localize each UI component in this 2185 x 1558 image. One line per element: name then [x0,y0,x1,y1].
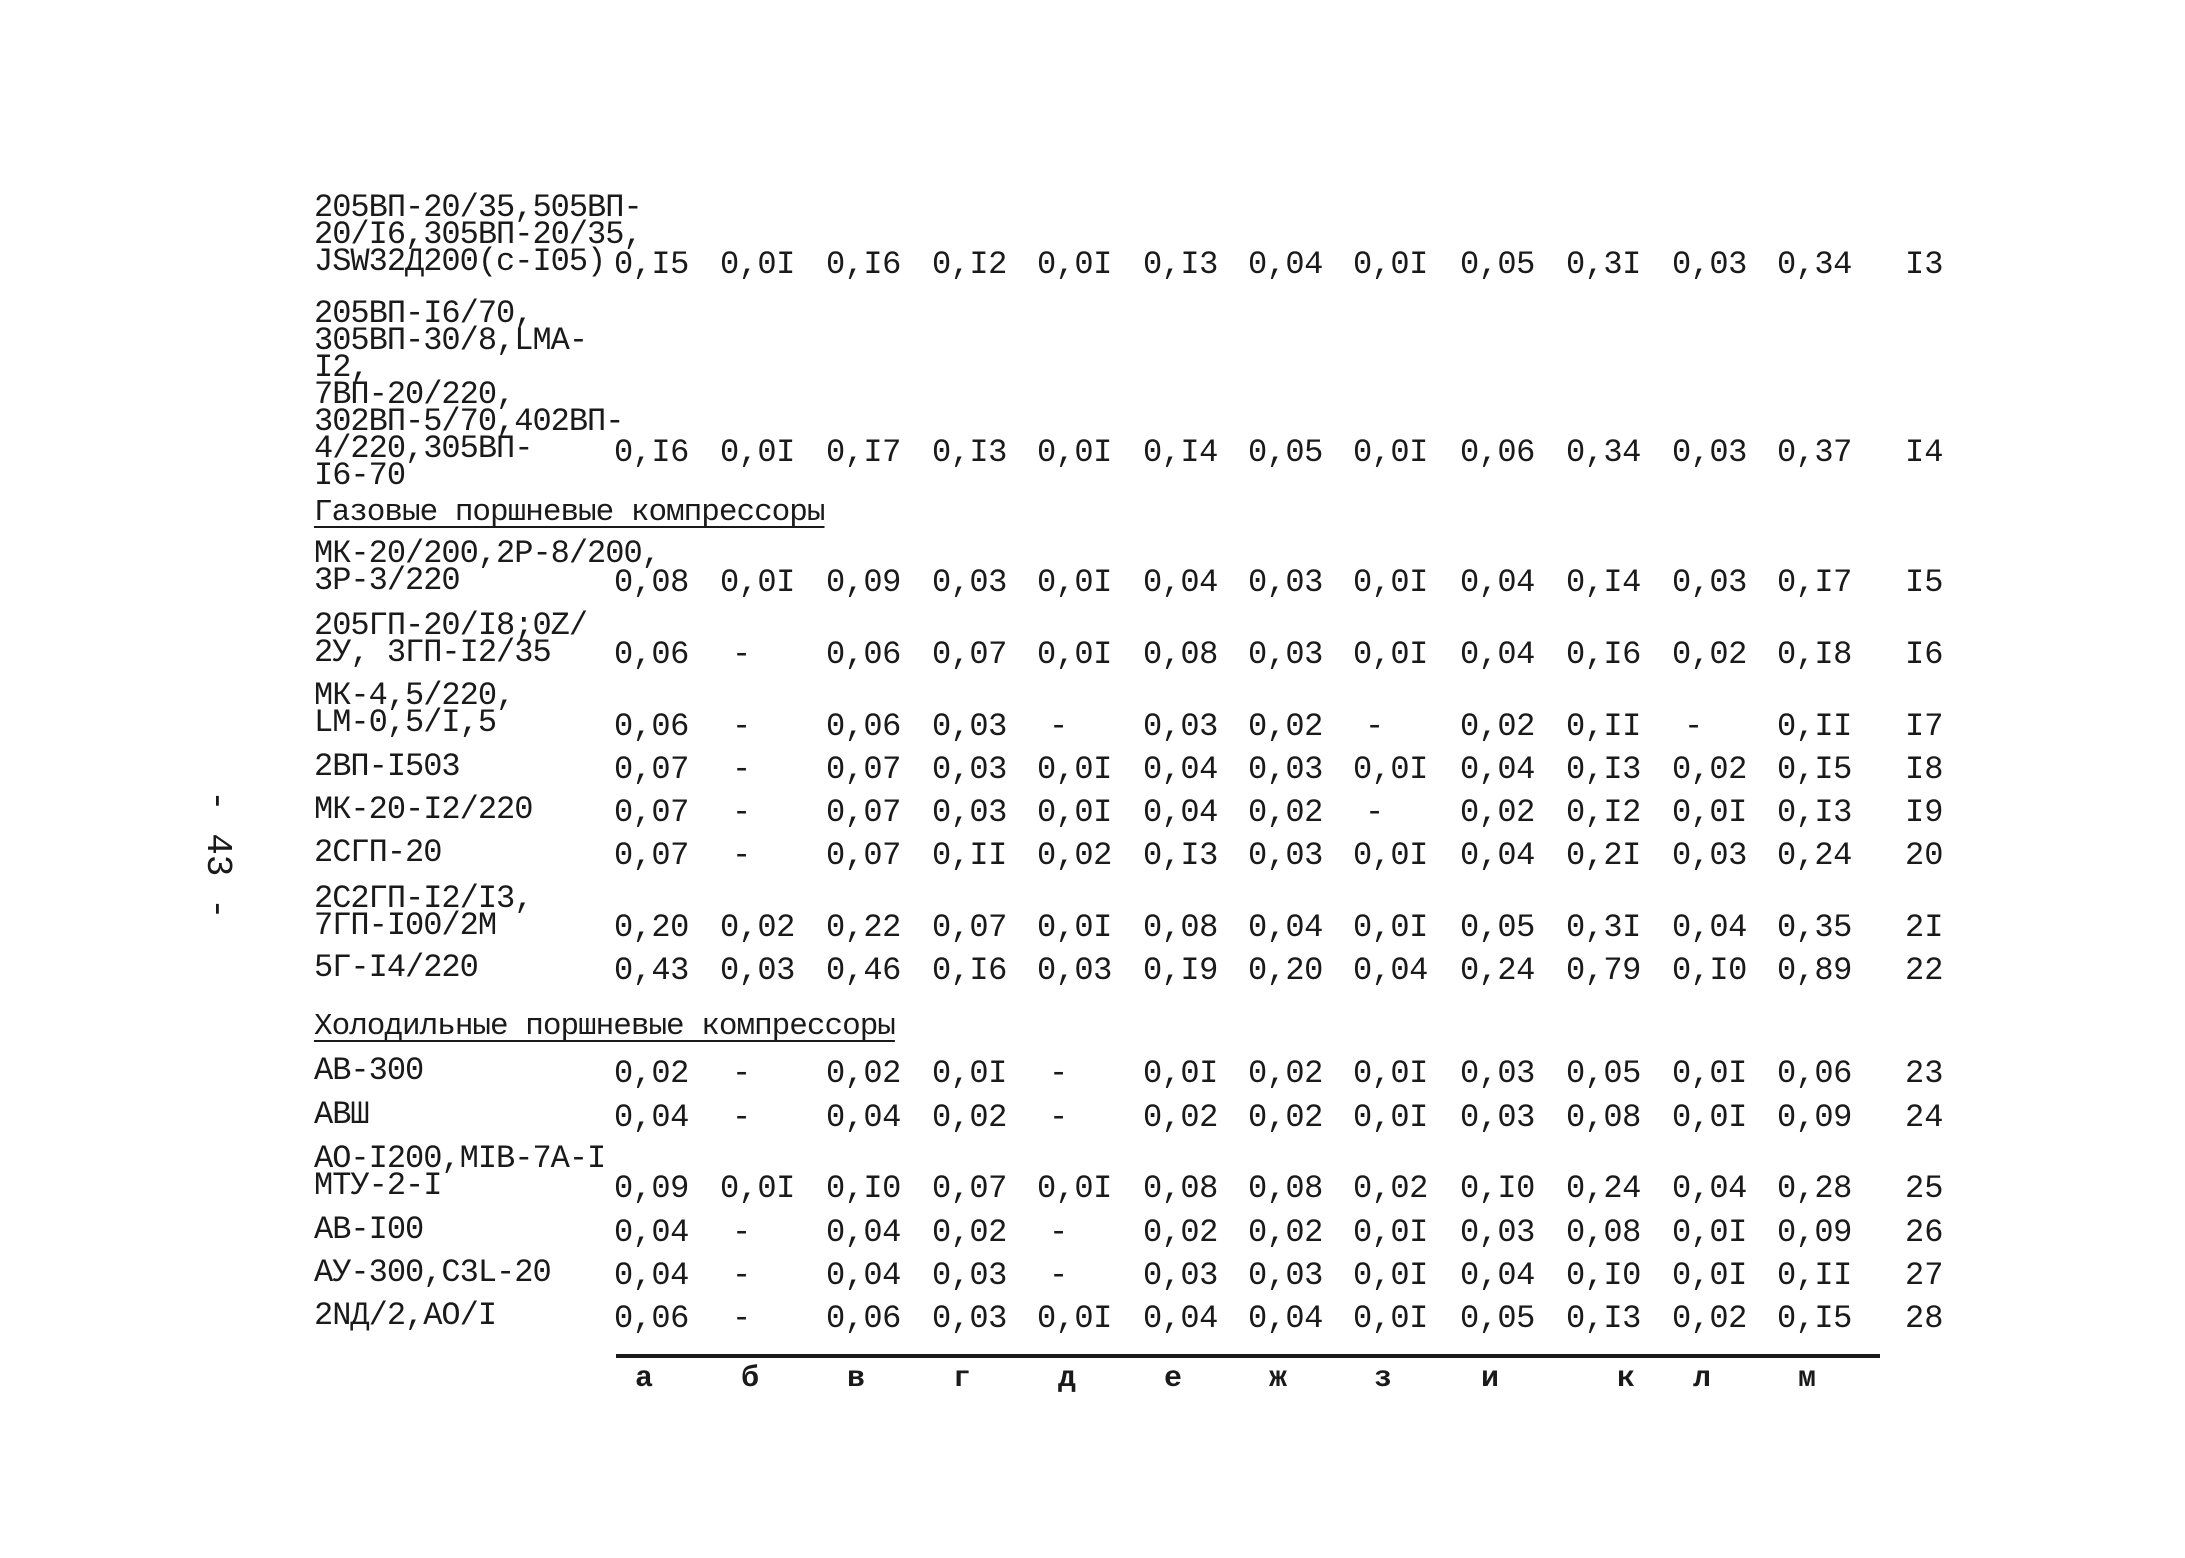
table-cell: 0,24 [1566,1170,1641,1207]
table-cell: 0,03 [720,952,795,989]
table-cell: 0,35 [1777,909,1852,946]
table-cell: 0,02 [1460,708,1535,745]
row-number: 24 [1905,1099,1944,1136]
row-name: МК-4,5/220, LМ-0,5/I,5 [314,677,515,741]
table-cell: 0,0I [1672,1055,1747,1092]
table-cell: 0,03 [1037,952,1112,989]
row-number: I3 [1905,246,1944,283]
table-cell: 0,04 [1672,909,1747,946]
table-cell: 0,34 [1566,434,1641,471]
column-letter: м [1797,1362,1816,1396]
table-cell: 0,08 [1566,1214,1641,1251]
table-cell: 0,II [932,837,1007,874]
table-cell: 0,I6 [1566,636,1641,673]
table-cell: 0,I8 [1777,636,1852,673]
table-cell: 0,03 [1672,246,1747,283]
column-letter: а [634,1362,653,1396]
column-letter: б [740,1362,759,1396]
table-cell: 0,02 [932,1099,1007,1136]
table-cell: 0,04 [1353,952,1428,989]
table-cell: 0,I3 [1143,246,1218,283]
table-cell: 0,03 [932,794,1007,831]
table-cell: - [1365,794,1384,831]
table-cell: 0,I4 [1566,564,1641,601]
column-letter: з [1373,1362,1392,1396]
row-name: 2СГП-20 [314,834,442,871]
row-number: 28 [1905,1300,1944,1337]
table-cell: 0,I6 [614,434,689,471]
table-cell: 0,08 [1143,636,1218,673]
table-cell: 0,02 [1143,1099,1218,1136]
row-name: МК-20/200,2Р-8/200, 3Р-3/220 [314,535,660,599]
table-cell: 0,07 [932,909,1007,946]
table-cell: 0,0I [1037,1300,1112,1337]
table-cell: 0,0I [1037,434,1112,471]
table-cell: 0,05 [1248,434,1323,471]
table-cell: 0,03 [932,708,1007,745]
table-cell: 0,03 [932,751,1007,788]
row-number: 22 [1905,952,1944,989]
row-name: 205ГП-20/I8;0Z/ 2У, 3ГП-I2/35 [314,607,588,671]
table-cell: 0,03 [1143,1257,1218,1294]
table-cell: 0,08 [1566,1099,1641,1136]
table-cell: 0,0I [1672,1214,1747,1251]
table-cell: 0,0I [932,1055,1007,1092]
column-letter: и [1480,1362,1499,1396]
row-name: 2NД/2,АО/I [314,1297,497,1334]
column-letter: г [952,1362,971,1396]
table-cell: 0,03 [1248,837,1323,874]
table-cell: 0,02 [826,1055,901,1092]
table-cell: 0,09 [1777,1099,1852,1136]
row-number: 26 [1905,1214,1944,1251]
table-cell: 0,I5 [1777,1300,1852,1337]
table-cell: 0,04 [614,1257,689,1294]
table-cell: 0,0I [1353,434,1428,471]
table-cell: 0,0I [1037,564,1112,601]
table-cell: 0,89 [1777,952,1852,989]
table-cell: 0,I0 [1672,952,1747,989]
table-cell: 0,I4 [1143,434,1218,471]
table-cell: 0,0I [1353,1214,1428,1251]
table-cell: 0,06 [1460,434,1535,471]
table-cell: 0,0I [1353,751,1428,788]
table-cell: 0,0I [1672,1099,1747,1136]
table-cell: - [732,708,751,745]
table-cell: - [1049,1214,1068,1251]
row-number: I7 [1905,708,1944,745]
table-cell: 0,0I [1672,794,1747,831]
table-cell: 0,02 [1353,1170,1428,1207]
row-name: АВШ [314,1096,369,1133]
table-cell: 0,04 [1248,246,1323,283]
table-cell: - [732,1300,751,1337]
table-cell: 0,20 [1248,952,1323,989]
table-cell: 0,2I [1566,837,1641,874]
row-name: АВ-I00 [314,1211,424,1248]
row-number: 2I [1905,909,1944,946]
table-cell: 0,I7 [826,434,901,471]
column-letter: в [846,1362,865,1396]
table-cell: 0,03 [1672,837,1747,874]
table-cell: 0,04 [1460,1257,1535,1294]
table-cell: 0,04 [614,1214,689,1251]
table-cell: 0,04 [1143,751,1218,788]
table-cell: 0,03 [1460,1214,1535,1251]
table-cell: 0,03 [932,564,1007,601]
table-cell: - [1049,1257,1068,1294]
table-cell: 0,08 [1143,1170,1218,1207]
table-cell: 0,08 [1143,909,1218,946]
row-name: 205ВП-20/35,505ВП- 20/I6,305ВП-20/35, JSW32Д200(с-I05) [314,189,642,280]
table-cell: 0,03 [1460,1099,1535,1136]
table-cell: 0,0I [1037,246,1112,283]
table-cell: 0,04 [614,1099,689,1136]
table-cell: 0,02 [1248,708,1323,745]
table-cell: 0,20 [614,909,689,946]
table-cell: - [732,794,751,831]
table-cell: 0,I0 [826,1170,901,1207]
table-cell: 0,08 [1248,1170,1323,1207]
table-cell: 0,02 [720,909,795,946]
table-cell: 0,24 [1460,952,1535,989]
table-bottom-rule [616,1354,1880,1358]
table-cell: 0,03 [1143,708,1218,745]
table-cell: 0,03 [1460,1055,1535,1092]
table-cell: 0,0I [720,434,795,471]
column-letter: д [1057,1362,1076,1396]
table-cell: 0,03 [932,1300,1007,1337]
table-cell: 0,24 [1777,837,1852,874]
table-cell: 0,0I [1037,1170,1112,1207]
table-cell: 0,0I [1353,1099,1428,1136]
table-cell: 0,I2 [1566,794,1641,831]
table-cell: 0,0I [1353,636,1428,673]
table-cell: 0,03 [1248,564,1323,601]
row-name: АВ-300 [314,1052,424,1089]
page-number: - 43 - [197,790,238,920]
table-cell: 0,22 [826,909,901,946]
table-cell: 0,0I [1037,636,1112,673]
table-cell: 0,0I [1353,564,1428,601]
table-cell: 0,0I [1353,1257,1428,1294]
row-number: I5 [1905,564,1944,601]
table-cell: 0,08 [614,564,689,601]
table-cell: 0,02 [1143,1214,1218,1251]
table-cell: 0,I5 [1777,751,1852,788]
table-cell: 0,06 [826,708,901,745]
table-cell: 0,I5 [614,246,689,283]
table-cell: 0,06 [826,636,901,673]
section-heading: Холодильные поршневые компрессоры [314,1009,895,1044]
table-cell: 0,07 [614,794,689,831]
table-cell: 0,06 [614,708,689,745]
table-cell: 0,II [1777,1257,1852,1294]
table-cell: 0,0I [1353,1300,1428,1337]
table-cell: - [732,1055,751,1092]
table-cell: 0,79 [1566,952,1641,989]
table-cell: 0,04 [1460,564,1535,601]
table-cell: 0,03 [1248,1257,1323,1294]
table-cell: 0,03 [1672,434,1747,471]
row-number: 23 [1905,1055,1944,1092]
row-number: 27 [1905,1257,1944,1294]
table-cell: 0,3I [1566,909,1641,946]
table-cell: 0,06 [1777,1055,1852,1092]
table-cell: 0,05 [1460,1300,1535,1337]
column-letter: к [1616,1362,1635,1396]
table-cell: - [732,636,751,673]
table-cell: 0,03 [1672,564,1747,601]
row-number: I6 [1905,636,1944,673]
table-cell: 0,05 [1460,246,1535,283]
table-cell: 0,I3 [1566,1300,1641,1337]
table-cell: 0,I2 [932,246,1007,283]
row-name: 2С2ГП-I2/I3, 7ГП-I00/2М [314,880,533,944]
table-cell: 0,0I [1353,909,1428,946]
table-cell: 0,04 [1143,794,1218,831]
table-cell: 0,I6 [932,952,1007,989]
table-cell: 0,07 [932,636,1007,673]
table-cell: 0,0I [1353,837,1428,874]
row-name: 2ВП-I503 [314,748,460,785]
table-cell: - [1365,708,1384,745]
table-cell: 0,I9 [1143,952,1218,989]
table-cell: 0,0I [1037,909,1112,946]
table-cell: 0,06 [826,1300,901,1337]
section-heading: Газовые поршневые компрессоры [314,495,825,530]
table-cell: 0,07 [614,837,689,874]
table-cell: 0,09 [826,564,901,601]
table-cell: 0,03 [1248,751,1323,788]
row-name: МК-20-I2/220 [314,791,533,828]
row-number: I9 [1905,794,1944,831]
row-name: АО-I200,МIВ-7А-I МТУ-2-I [314,1140,606,1204]
table-cell: - [1684,708,1703,745]
table-cell: 0,02 [614,1055,689,1092]
table-cell: 0,0I [720,246,795,283]
table-cell: 0,04 [1143,564,1218,601]
table-cell: 0,I3 [932,434,1007,471]
table-cell: 0,04 [1248,1300,1323,1337]
table-cell: 0,0I [1672,1257,1747,1294]
row-name: АУ-300,С3L-20 [314,1254,551,1291]
column-letter: л [1692,1362,1711,1396]
row-name: 205ВП-I6/70, 305ВП-30/8,LМА-I2, 7ВП-20/220, 302ВП-5/70,402ВП- 4/220,305ВП- I6-70 [314,295,624,494]
table-cell: 0,05 [1460,909,1535,946]
table-cell: 0,0I [1037,794,1112,831]
table-cell: 0,I0 [1460,1170,1535,1207]
table-cell: 0,02 [1460,794,1535,831]
table-cell: 0,04 [1672,1170,1747,1207]
row-number: I8 [1905,751,1944,788]
table-cell: 0,04 [1143,1300,1218,1337]
table-cell: 0,0I [720,1170,795,1207]
table-cell: 0,04 [826,1214,901,1251]
table-cell: 0,04 [826,1099,901,1136]
table-cell: 0,I3 [1566,751,1641,788]
table-cell: 0,04 [1248,909,1323,946]
table-cell: 0,0I [1353,246,1428,283]
table-cell: 0,43 [614,952,689,989]
table-cell: 0,05 [1566,1055,1641,1092]
table-cell: 0,03 [1248,636,1323,673]
table-cell: 0,02 [1037,837,1112,874]
table-cell: - [732,751,751,788]
table-cell: 0,II [1566,708,1641,745]
table-cell: 0,07 [932,1170,1007,1207]
table-cell: 0,3I [1566,246,1641,283]
table-cell: - [732,1099,751,1136]
table-cell: 0,07 [826,837,901,874]
table-cell: 0,02 [1248,794,1323,831]
row-number: 25 [1905,1170,1944,1207]
table-cell: 0,I6 [826,246,901,283]
table-cell: 0,03 [932,1257,1007,1294]
table-cell: 0,I7 [1777,564,1852,601]
row-name: 5Г-I4/220 [314,949,478,986]
table-cell: 0,02 [1672,1300,1747,1337]
table-cell: 0,34 [1777,246,1852,283]
table-cell: - [1049,708,1068,745]
table-cell: 0,07 [614,751,689,788]
table-cell: 0,02 [1672,751,1747,788]
table-cell: 0,09 [614,1170,689,1207]
table-cell: 0,07 [826,751,901,788]
table-cell: 0,I3 [1143,837,1218,874]
table-cell: 0,II [1777,708,1852,745]
table-cell: 0,02 [932,1214,1007,1251]
table-cell: 0,02 [1672,636,1747,673]
table-cell: 0,02 [1248,1099,1323,1136]
column-letter: е [1163,1362,1182,1396]
table-cell: 0,0I [1037,751,1112,788]
table-cell: 0,0I [720,564,795,601]
table-cell: 0,37 [1777,434,1852,471]
table-cell: 0,04 [1460,636,1535,673]
table-cell: 0,46 [826,952,901,989]
table-cell: 0,09 [1777,1214,1852,1251]
table-cell: - [1049,1055,1068,1092]
table-cell: 0,02 [1248,1055,1323,1092]
column-letter: ж [1268,1362,1287,1396]
table-cell: 0,04 [826,1257,901,1294]
table-cell: 0,06 [614,636,689,673]
row-number: 20 [1905,837,1944,874]
table-cell: 0,I0 [1566,1257,1641,1294]
table-cell: - [732,1214,751,1251]
table-cell: 0,07 [826,794,901,831]
table-cell: 0,I3 [1777,794,1852,831]
table-cell: 0,04 [1460,751,1535,788]
table-cell: 0,0I [1353,1055,1428,1092]
table-cell: 0,0I [1143,1055,1218,1092]
table-cell: - [1049,1099,1068,1136]
table-cell: 0,04 [1460,837,1535,874]
row-number: I4 [1905,434,1944,471]
table-cell: - [732,1257,751,1294]
table-cell: - [732,837,751,874]
table-cell: 0,06 [614,1300,689,1337]
table-cell: 0,28 [1777,1170,1852,1207]
table-cell: 0,02 [1248,1214,1323,1251]
